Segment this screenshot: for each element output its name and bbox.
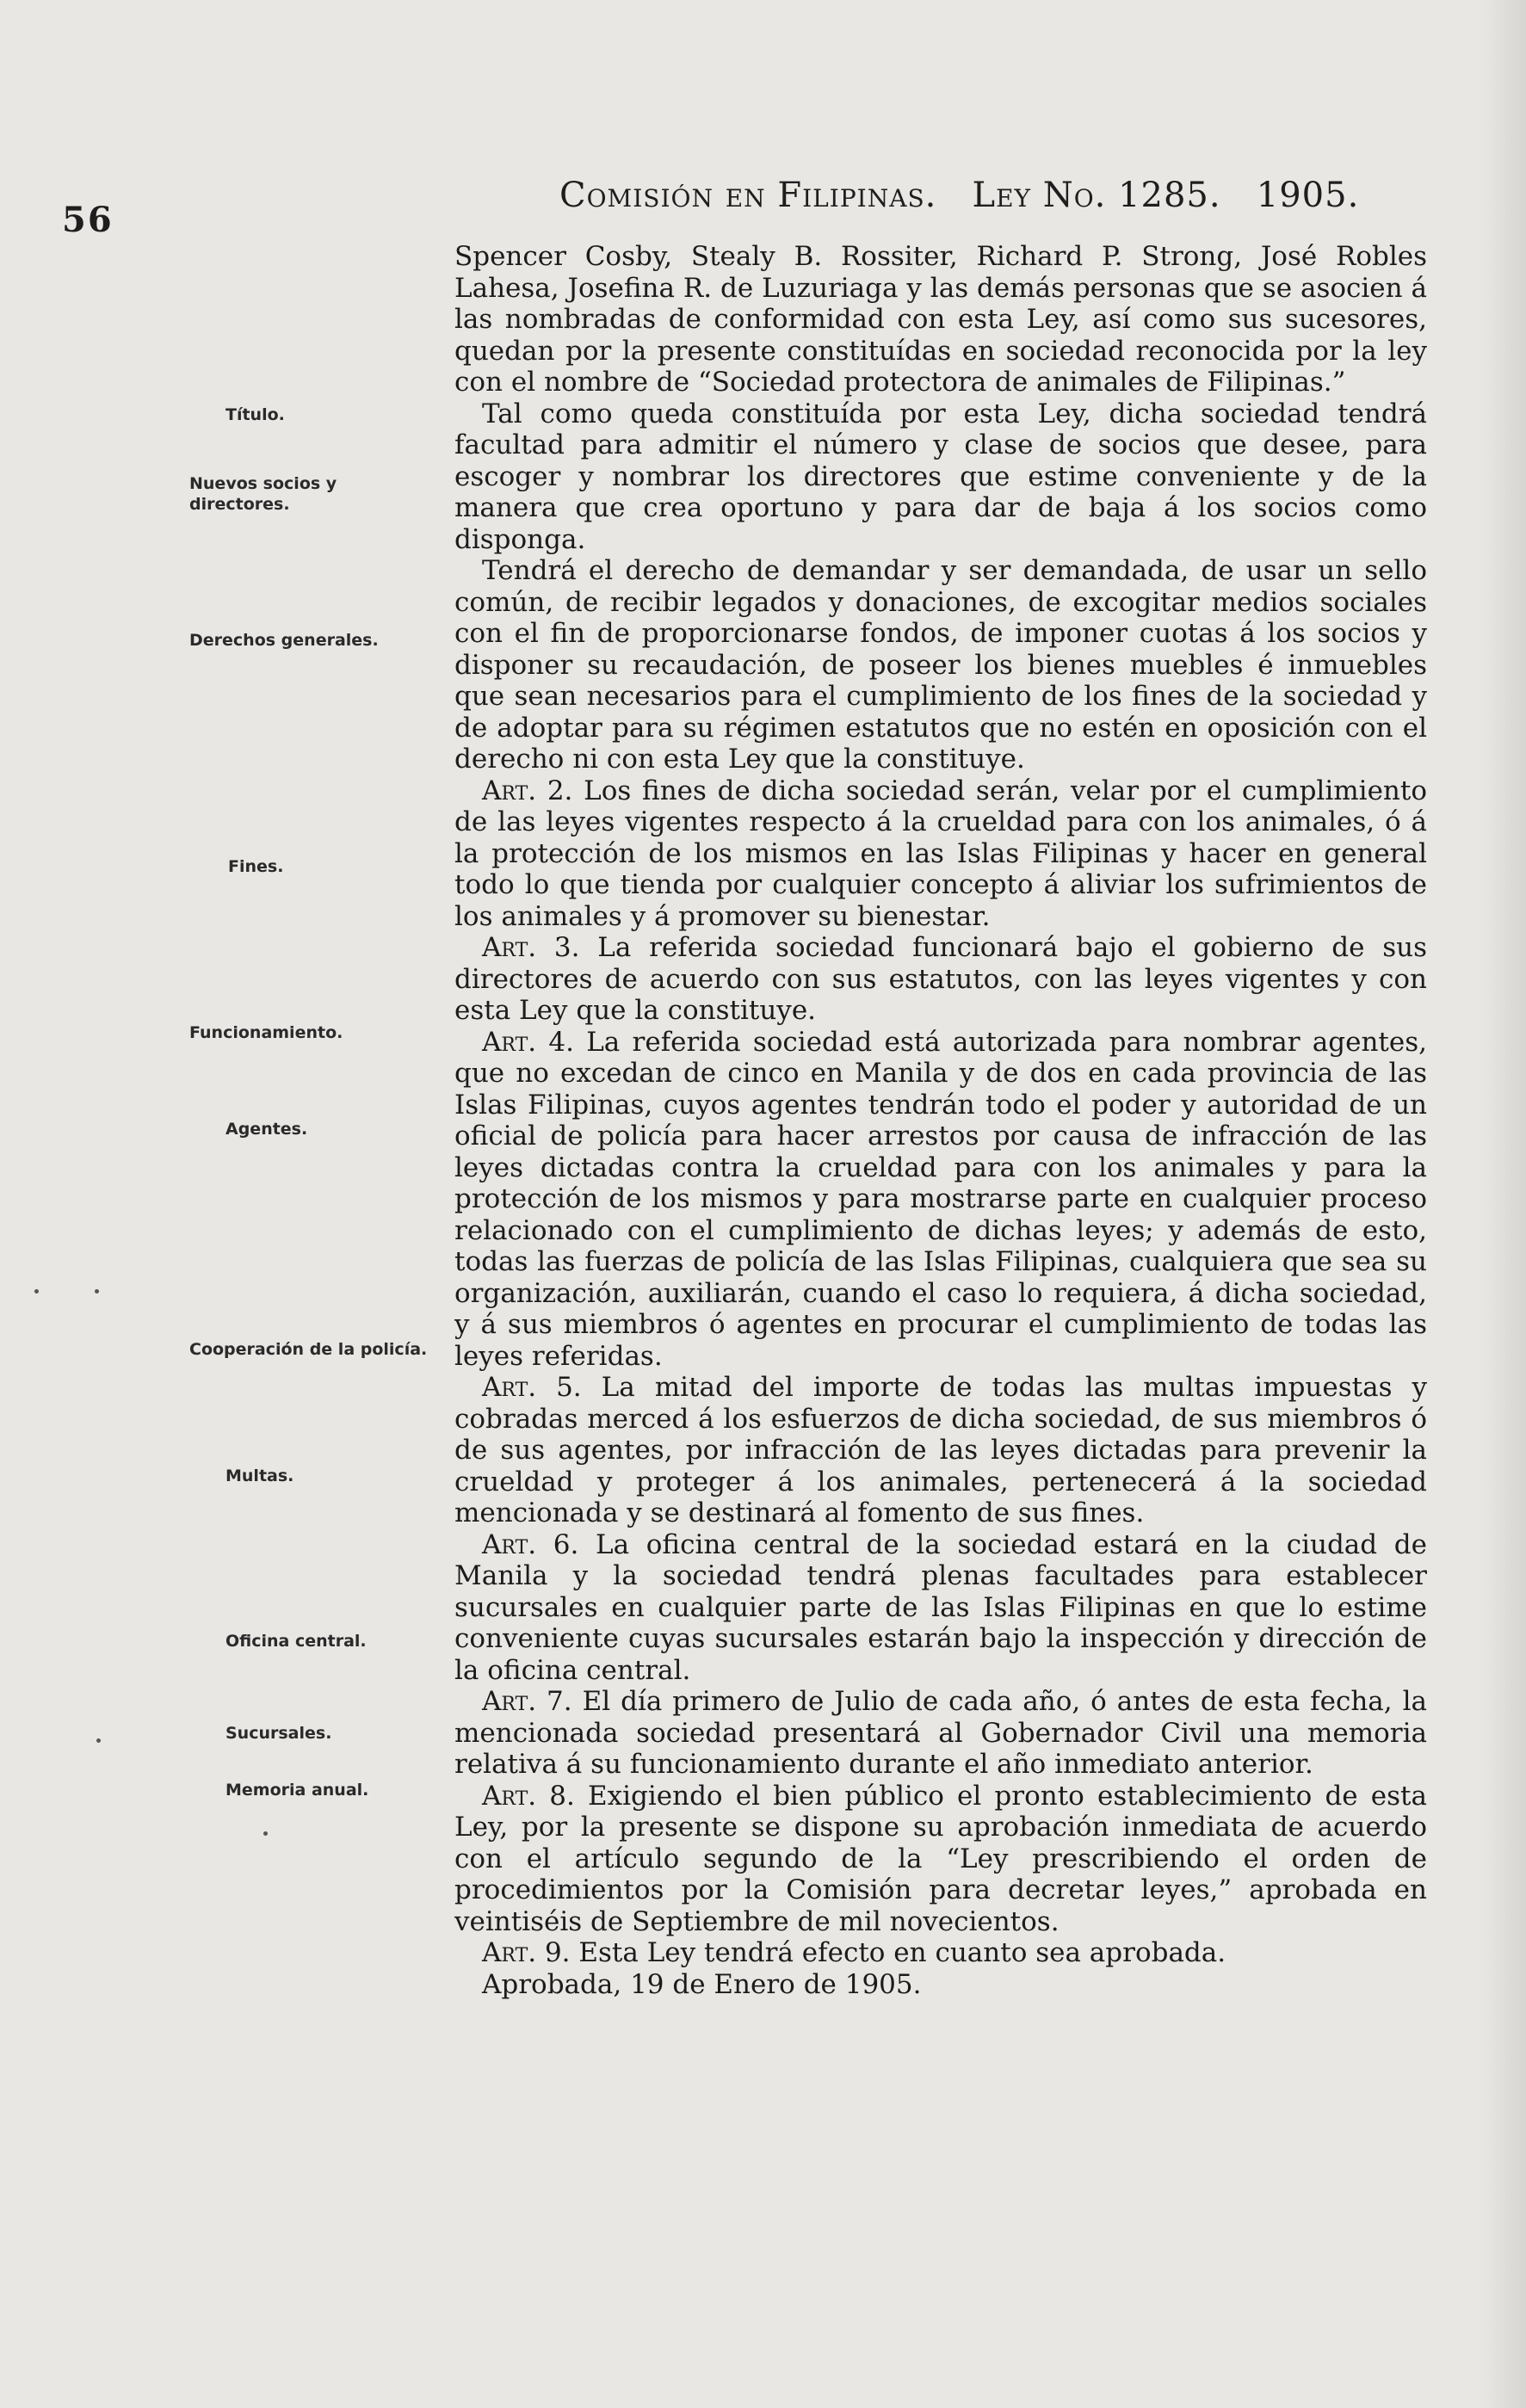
margin-note-sucursales: Sucursales.: [226, 1724, 332, 1743]
margin-note-fines: Fines.: [228, 857, 284, 876]
article-text: Esta Ley tendrá efecto en cuanto sea aprobada.: [578, 1937, 1226, 1968]
page-number: 56: [62, 200, 114, 240]
article-label: Art. 7.: [482, 1686, 572, 1717]
paragraph-rights: Tendrá el derecho de demandar y ser demandada, de usar un sello común, de recibir legados y donaciones, de excogitar medios sociales con el fin de proporcionarse fondos, de imponer cuotas á los socios y disponer su recaudación, de poseer los bienes muebles é inmuebles que sean necesarios para el cumplimiento de los fines de la sociedad y de adoptar para su régimen estatutos que no estén en oposición con el derecho ni con esta Ley que la constituye.: [454, 555, 1427, 775]
article-label: Art. 8.: [482, 1780, 575, 1812]
scan-speck: [34, 1289, 39, 1294]
margin-note-derechos: Derechos generales.: [189, 631, 379, 650]
margin-note-memoria-anual: Memoria anual.: [226, 1781, 369, 1800]
article-label: Art. 4.: [482, 1026, 574, 1058]
article-text: Los fines de dicha sociedad serán, velar por el cumplimiento de las leyes vigentes respecto á la crueldad para con los animales, ó á la protección de los mismos en las Islas Filipinas y hacer en general todo lo que tienda por cualquier concepto á aliviar los sufrimientos de los animales y á promover su bienestar.: [454, 775, 1428, 932]
running-head-law: Ley No. 1285.: [972, 176, 1221, 215]
article-5: [454, 1372, 1427, 1529]
page-edge-shadow: [1480, 0, 1526, 2408]
article-text: La referida sociedad funcionará bajo el gobierno de sus directores de acuerdo con sus estatutos, con las leyes vigentes y con esta Ley que la constituye.: [454, 932, 1428, 1026]
article-3: [454, 932, 1427, 1027]
article-text: La mitad del importe de todas las multas impuestas y cobradas merced á los esfuerzos de dicha sociedad, de sus miembros ó de sus agentes, por infracción de las leyes dictadas para prevenir la crueldad y proteger á los animales, pertenecerá á la sociedad mencionada y se destinará al fomento de sus fines.: [454, 1372, 1428, 1528]
approval-line: Aprobada, 19 de Enero de 1905.: [482, 1968, 922, 2000]
scan-speck: [96, 1738, 101, 1743]
article-text: Exigiendo el bien público el pronto establecimiento de esta Ley, por la presente se dispone su aprobación inmediata de acuerdo con el artículo segundo de la “Ley prescribiendo el orden de procedimientos por la Comisión para decretar leyes,” aprobada en veintiséis de Septiembre de mil novecientos.: [454, 1780, 1427, 1937]
article-text: El día primero de Julio de cada año, ó antes de esta fecha, la mencionada sociedad presentará al Gobernador Civil una memoria relativa á su funcionamiento durante el año inmediato anterior.: [454, 1686, 1427, 1780]
article-4: [454, 1027, 1427, 1373]
article-label: Art. 9.: [482, 1937, 571, 1968]
article-label: Art. 6.: [482, 1528, 579, 1560]
running-head: [559, 176, 1420, 215]
scan-speck: [95, 1289, 99, 1294]
article-8: [454, 1781, 1427, 1938]
article-label: Art. 2.: [482, 775, 573, 806]
margin-note-agentes: Agentes.: [226, 1120, 308, 1139]
article-text: La oficina central de la sociedad estará en la ciudad de Manila y la sociedad tendrá plenas facultades para establecer sucursales en cualquier parte de las Islas Filipinas en que lo estime conveniente cuyas sucursales estarán bajo la inspección y dirección de la oficina central.: [454, 1528, 1427, 1686]
article-2: [454, 775, 1427, 933]
scan-speck: [263, 1831, 268, 1836]
article-label: Art. 3.: [482, 932, 580, 963]
paragraph-constitution: Spencer Cosby, Stealy B. Rossiter, Richard P. Strong, José Robles Lahesa, Josefina R. de Luzuriaga y las demás personas que se asocien á las nombradas de conformidad con esta Ley, así como sus sucesores, quedan por la presente constituídas en sociedad reconocida por la ley con el nombre de “Sociedad protectora de animales de Filipinas.”: [454, 241, 1427, 398]
running-head-year: 1905.: [1256, 176, 1360, 215]
margin-note-funcionamiento: Funcionamiento.: [189, 1023, 343, 1042]
article-label: Art. 5.: [482, 1372, 582, 1403]
article-7: [454, 1686, 1427, 1781]
running-head-commission: Comisión en Filipinas.: [559, 176, 937, 215]
paragraph-members: Tal como queda constituída por esta Ley, dicha sociedad tendrá facultad para admitir el número y clase de socios que desee, para escoger y nombrar los directores que estime conveniente y de la manera que crea oportuno y para dar de baja á los socios como disponga.: [454, 398, 1427, 555]
article-text: La referida sociedad está autorizada para nombrar agentes, que no excedan de cinco en Manila y de dos en cada provincia de las Islas Filipinas, cuyos agentes tendrán todo el poder y autoridad de un oficial de policía para hacer arrestos por causa de infracción de las leyes dictadas contra la crueldad para con los animales y para la protección de los mismos y para mostrarse parte en cualquier proceso relacionado con el cumplimiento de dichas leyes; y además de esto, todas las fuerzas de policía de las Islas Filipinas, cualquiera que sea su organización, auxiliarán, cuando el caso lo requiera, á dicha sociedad, y á sus miembros ó agentes en procurar el cumplimiento de todas las leyes referidas.: [454, 1026, 1427, 1372]
margin-note-oficina-central: Oficina central.: [226, 1632, 367, 1651]
margin-note-titulo: Título.: [226, 405, 285, 424]
margin-note-nuevos-socios: Nuevos socios y directores.: [189, 474, 337, 514]
article-6: [454, 1529, 1427, 1687]
margin-note-multas: Multas.: [226, 1466, 294, 1485]
law-body: [454, 241, 1427, 2000]
article-9: [454, 1937, 1427, 1969]
margin-note-cooperacion: Cooperación de la policía.: [189, 1340, 428, 1359]
